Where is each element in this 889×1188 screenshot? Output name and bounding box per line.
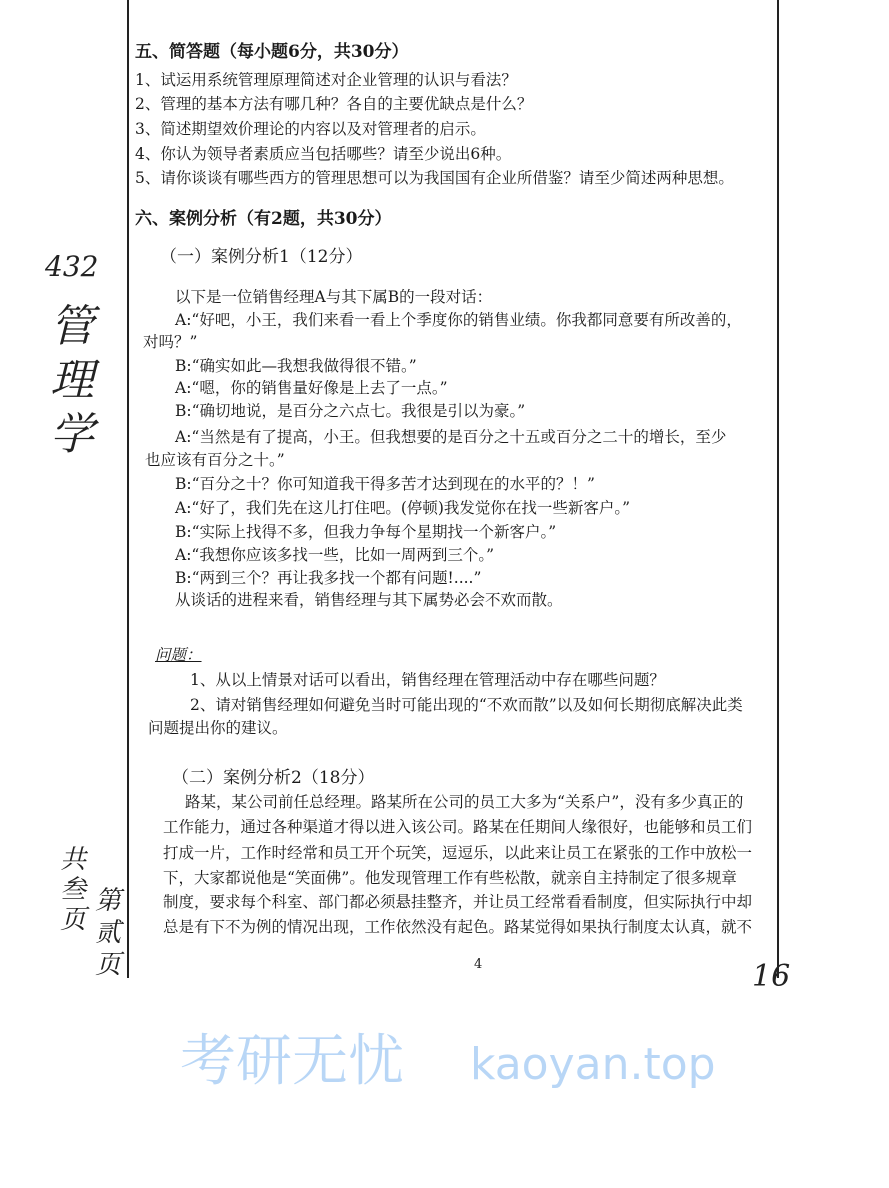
case1-line: A:“当然是有了提高，小王。但我想要的是百分之十五或百分之二十的增长，至少 bbox=[175, 428, 727, 446]
case1-question: 问题提出你的建议。 bbox=[148, 719, 288, 737]
question-3: 3、简述期望效价理论的内容以及对管理者的启示。 bbox=[135, 120, 486, 138]
case1-title: （一）案例分析1（12分） bbox=[160, 247, 363, 267]
case2-line: 下，大家都说他是“笑面佛”。他发现管理工作有些松散，就亲自主持制定了很多规章 bbox=[163, 869, 737, 887]
case1-questions-label: 问题： bbox=[155, 646, 202, 664]
question-1: 1、试运用系统管理原理简述对企业管理的认识与看法？ bbox=[135, 71, 517, 89]
case1-line: A:“好吧，小王，我们来看一看上个季度你的销售业绩。你我都同意要有所改善的， bbox=[175, 311, 742, 329]
case1-line: B:“百分之十？你可知道我干得多苦才达到现在的水平的？！” bbox=[175, 475, 595, 493]
watermark-en: kaoyan.top bbox=[470, 1039, 716, 1090]
handwritten-total-pages: 共叁页 bbox=[60, 845, 87, 935]
case1-line: B:“确实如此—我想我做得很不错。” bbox=[175, 357, 417, 375]
case1-line: 以下是一位销售经理A与其下属B的一段对话： bbox=[175, 288, 493, 306]
question-4: 4、你认为领导者素质应当包括哪些？请至少说出6种。 bbox=[135, 145, 512, 163]
case1-question: 1、从以上情景对话可以看出，销售经理在管理活动中存在哪些问题？ bbox=[190, 671, 665, 689]
handwritten-current-page: 第贰页 bbox=[95, 886, 122, 980]
question-2: 2、管理的基本方法有哪几种？各自的主要优缺点是什么？ bbox=[135, 95, 533, 113]
case1-line: A:“我想你应该多找一些，比如一周两到三个。” bbox=[175, 546, 495, 564]
left-border-line bbox=[127, 0, 129, 978]
case1-question: 2、请对销售经理如何避免当时可能出现的“不欢而散”以及如何长期彻底解决此类 bbox=[190, 696, 743, 714]
case1-line: 从谈话的进程来看，销售经理与其下属势必会不欢而散。 bbox=[175, 591, 563, 609]
case1-line: A:“嗯，你的销售量好像是上去了一点。” bbox=[175, 379, 448, 397]
handwritten-code: 432 bbox=[45, 250, 99, 283]
handwritten-subject: 管理学 bbox=[50, 301, 94, 460]
case2-line: 打成一片，工作时经常和员工开个玩笑，逗逗乐，以此来让员工在紧张的工作中放松一 bbox=[163, 844, 753, 862]
page-number: 4 bbox=[474, 957, 483, 972]
case1-line: A:“好了，我们先在这儿打住吧。(停顿)我发觉你在找一些新客户。” bbox=[175, 499, 631, 517]
question-5: 5、请你谈谈有哪些西方的管理思想可以为我国国有企业所借鉴？请至少简述两种思想。 bbox=[135, 169, 734, 187]
case2-line: 工作能力，通过各种渠道才得以进入该公司。路某在任期间人缘很好，也能够和员工们 bbox=[163, 818, 753, 836]
case1-line: B:“两到三个？再让我多找一个都有问题!....” bbox=[175, 569, 482, 587]
section5-title: 五、简答题（每小题6分，共30分） bbox=[135, 42, 409, 62]
watermark-cn: 考研无忧 bbox=[180, 1029, 404, 1094]
case2-title: （二）案例分析2（18分） bbox=[172, 768, 375, 788]
case2-line: 制度，要求每个科室、部门都必须悬挂整齐，并让员工经常看看制度，但实际执行中却 bbox=[163, 893, 753, 911]
case1-line: 也应该有百分之十。” bbox=[145, 451, 285, 469]
case2-line: 总是有下不为例的情况出现，工作依然没有起色。路某觉得如果执行制度太认真，就不 bbox=[163, 918, 753, 936]
case1-line: 对吗？” bbox=[143, 333, 198, 351]
case2-line: 路某，某公司前任总经理。路某所在公司的员工大多为“关系户”，没有多少真正的 bbox=[185, 793, 744, 811]
handwritten-corner-mark: 16 bbox=[752, 959, 791, 994]
right-border-line bbox=[777, 0, 779, 978]
section6-title: 六、案例分析（有2题，共30分） bbox=[135, 209, 392, 229]
case1-line: B:“实际上找得不多，但我力争每个星期找一个新客户。” bbox=[175, 523, 557, 541]
case1-line: B:“确切地说，是百分之六点七。我很是引以为豪。” bbox=[175, 402, 526, 420]
